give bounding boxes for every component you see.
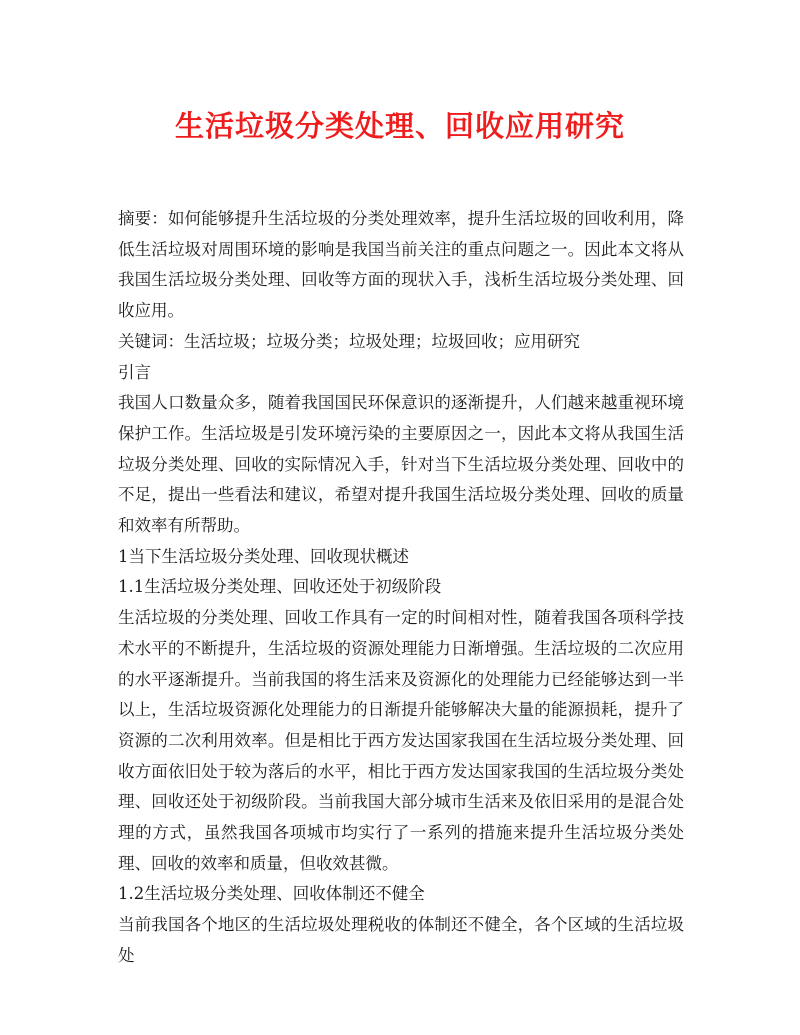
intro-paragraph: 我国人口数量众多，随着我国国民环保意识的逐渐提升，人们越来越重视环境保护工作。生活垃圾是引发环境污染的主要原因之一，因此本文将从我国生活垃圾分类处理、回收的实际情况入手，针对当下生活垃圾分类处理、回收中的不足，提出一些看法和建议，希望对提升我国生活垃圾分类处理、回收的质量和效率有所帮助。 [118,393,684,536]
document-title: 生活垃圾分类处理、回收应用研究 [174,109,625,143]
section-1-heading: 1当下生活垃圾分类处理、回收现状概述 [118,546,409,566]
section-1-1-heading: 1.1生活垃圾分类处理、回收还处于初级阶段 [118,577,442,597]
keywords-line: 关键词：生活垃圾；垃圾分类；垃圾处理；垃圾回收；应用研究 [118,331,580,351]
document-body [118,204,684,972]
section-1-2-paragraph: 当前我国各个地区的生活垃圾处理税收的体制还不健全，各个区域的生活垃圾处 [118,915,684,965]
section-1-1-paragraph: 生活垃圾的分类处理、回收工作具有一定的时间相对性，随着我国各项科学技术水平的不断提升，生活垃圾的资源处理能力日渐增强。生活垃圾的二次应用的水平逐渐提升。当前我国的将生活来及资源化的处理能力已经能够达到一半以上，生活垃圾资源化处理能力的日渐提升能够解决大量的能源损耗，提升了资源的二次利用效率。但是相比于西方发达国家我国在生活垃圾分类处理、回收方面依旧处于较为落后的水平，相比于西方发达国家我国的生活垃圾分类处理、回收还处于初级阶段。当前我国大部分城市生活来及依旧采用的是混合处理的方式，虽然我国各项城市均实行了一系列的措施来提升生活垃圾分类处理、回收的效率和质量，但收效甚微。 [118,608,684,873]
section-1-2-heading: 1.2生活垃圾分类处理、回收体制还不健全 [118,884,425,904]
intro-heading: 引言 [118,362,151,382]
abstract-paragraph: 摘要：如何能够提升生活垃圾的分类处理效率，提升生活垃圾的回收利用，降低生活垃圾对周围环境的影响是我国当前关注的重点问题之一。因此本文将从我国生活垃圾分类处理、回收等方面的现状入手，浅析生活垃圾分类处理、回收应用。 [118,209,684,321]
